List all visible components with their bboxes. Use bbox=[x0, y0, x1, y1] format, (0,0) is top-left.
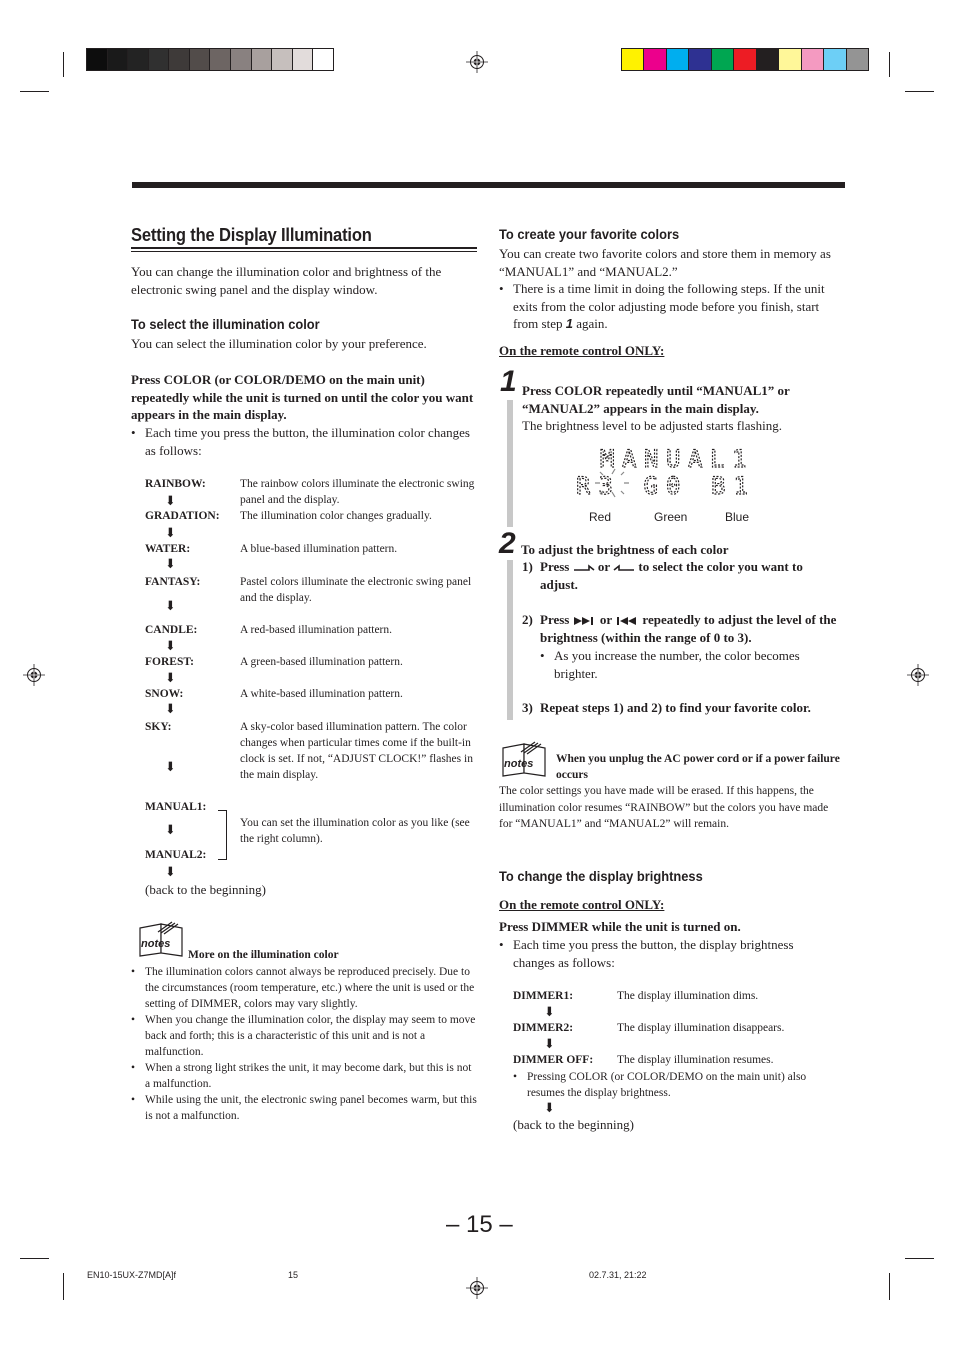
substep-1: 1) Press or to select the color you want to adjust. bbox=[522, 559, 803, 592]
dimmer-note-text: Pressing COLOR (or COLOR/DEMO on the main unit) also resumes the display brightness. bbox=[527, 1071, 807, 1099]
color-mode-description: The illumination color changes gradually. bbox=[240, 510, 432, 522]
top-rule bbox=[132, 182, 845, 188]
time-limit-text: There is a time limit in doing the following steps. If the unit exits from the color adjusting mode before you finish, start from step 1 again. bbox=[513, 281, 825, 331]
display-top-char: A bbox=[622, 445, 637, 473]
display-bottom-char: R bbox=[576, 472, 591, 500]
display-bottom-char: 1 bbox=[733, 472, 748, 500]
down-arrow-icon: ⬇ bbox=[165, 701, 176, 716]
select-color-text: You can select the illumination color by your preference. bbox=[131, 336, 427, 351]
dimmer-arrow-back: ⬇ bbox=[544, 1100, 555, 1115]
color-mode-description: A white-based illumination pattern. bbox=[240, 688, 403, 700]
color-mode-name: RAINBOW: bbox=[145, 478, 206, 490]
display-top-char: N bbox=[644, 445, 659, 473]
gray-swatch bbox=[312, 49, 333, 70]
dimmer-level-description: The display illumination resumes. bbox=[617, 1054, 774, 1066]
registration-mark-bottom bbox=[466, 1277, 488, 1299]
notes-list-left bbox=[131, 964, 477, 1124]
color-swatch bbox=[733, 49, 755, 70]
down-arrow-icon: ⬇ bbox=[165, 525, 176, 540]
gray-swatch bbox=[292, 49, 313, 70]
remote-only-label: On the remote control ONLY: bbox=[499, 343, 665, 358]
footer-page: 15 bbox=[288, 1270, 299, 1280]
color-swatch bbox=[643, 49, 665, 70]
color-mode-name: CANDLE: bbox=[145, 624, 198, 636]
down-arrow-icon: ⬇ bbox=[165, 638, 176, 653]
registration-mark-top bbox=[466, 51, 488, 73]
note-item-text: The illumination colors cannot always be reproduced precisely. Due to the circumstances (room temperature, etc.) where the unit is used or the setting of DIMMER, colors may vary slightly. bbox=[145, 966, 475, 1010]
note-item: • While using the unit, the electronic swing panel becomes warm, but this is not a malfunction. bbox=[131, 1094, 477, 1122]
footer-date: 02.7.31, 21:22 bbox=[589, 1270, 647, 1280]
color-swatch bbox=[756, 49, 778, 70]
page-number: – 15 – bbox=[446, 1211, 513, 1238]
gray-swatch bbox=[148, 49, 169, 70]
manual-bracket bbox=[218, 810, 227, 860]
notes-icon-label: notes bbox=[141, 938, 171, 950]
gray-swatch bbox=[107, 49, 128, 70]
color-mode-name: FOREST: bbox=[145, 656, 194, 668]
cursor-right-icon bbox=[573, 563, 595, 573]
substep-2-bullet-text: As you increase the number, the color becomes brighter. bbox=[554, 648, 800, 681]
color-mode-description: Pastel colors illuminate the electronic swing panel and the display. bbox=[240, 576, 472, 604]
intro-paragraph: You can change the illumination color and brightness of the electronic swing panel and the display window. bbox=[131, 264, 442, 297]
display-top-char: 1 bbox=[732, 445, 747, 473]
display-top-char: U bbox=[666, 445, 681, 473]
gray-swatch bbox=[230, 49, 251, 70]
substep-2-bullet: • As you increase the number, the color becomes brighter. bbox=[540, 647, 840, 682]
display-bottom-char: G bbox=[643, 472, 658, 500]
label-green: Green bbox=[654, 510, 688, 524]
display-bottom-char: B bbox=[711, 472, 726, 500]
dimmer-level-description: The display illumination disappears. bbox=[617, 1022, 785, 1034]
color-swatch bbox=[666, 49, 688, 70]
down-arrow-icon: ⬇ bbox=[165, 759, 176, 774]
footer-file: EN10-15UX-Z7MD[A]f bbox=[87, 1270, 177, 1280]
skip-forward-icon bbox=[573, 616, 597, 626]
press-color-bullet-text: Each time you press the button, the illumination color changes as follows: bbox=[145, 425, 470, 458]
dimmer-level-name: DIMMER2: bbox=[513, 1022, 574, 1034]
press-color-bullet: • Each time you press the button, the illumination color changes as follows: bbox=[131, 424, 476, 459]
manual-description: You can set the illumination color as you like (see the right column). bbox=[240, 817, 470, 845]
dimmer-level-name: DIMMER1: bbox=[513, 990, 574, 1002]
display-top-char: L bbox=[710, 445, 725, 473]
back-to-beginning-right: (back to the beginning) bbox=[513, 1117, 634, 1132]
note-item: • The illumination colors cannot always be reproduced precisely. Due to the circumstances (room temperature, etc.) where the unit is used or the setting of DIMMER, colors may vary slightly. bbox=[131, 964, 477, 1012]
dimmer-instruction: Press DIMMER while the unit is turned on. bbox=[499, 919, 741, 934]
notes-icon bbox=[136, 920, 186, 958]
time-limit-bullet: • There is a time limit in doing the following steps. If the unit exits from the color adjusting mode before you finish, start from step 1 again. bbox=[499, 280, 835, 333]
note-item-text: When a strong light strikes the unit, it may become dark, but this is not a malfunction. bbox=[145, 1062, 472, 1090]
notes-text-right: The color settings you have made will be erased. If this happens, the illumination color resumes “RAINBOW” but the colors you have made for “MANUAL1” and “MANUAL2” will remain. bbox=[499, 785, 829, 830]
section-title: Setting the Display Illumination bbox=[131, 225, 372, 245]
color-mode-name: FANTASY: bbox=[145, 576, 201, 588]
dimmer-bullet: • Each time you press the button, the display brightness changes as follows: bbox=[499, 936, 835, 971]
step-1-note: The brightness level to be adjusted starts flashing. bbox=[522, 418, 782, 433]
color-swatch bbox=[801, 49, 823, 70]
step-2-title: To adjust the brightness of each color bbox=[521, 542, 729, 557]
dimmer-level-description: The display illumination dims. bbox=[617, 990, 759, 1002]
gray-swatch bbox=[168, 49, 189, 70]
color-mode-name: SKY: bbox=[145, 721, 172, 733]
notes-icon-right-label: notes bbox=[504, 758, 534, 770]
main-display-illustration bbox=[572, 440, 762, 500]
back-to-beginning-left: (back to the beginning) bbox=[145, 882, 266, 897]
step-1-number: 1 bbox=[500, 365, 517, 398]
label-blue: Blue bbox=[725, 510, 750, 524]
dimmer-note: • Pressing COLOR (or COLOR/DEMO on the main unit) also resumes the display brightness. bbox=[513, 1069, 843, 1101]
note-item: • When a strong light strikes the unit, it may become dark, but this is not a malfunction. bbox=[131, 1060, 477, 1092]
label-red: Red bbox=[589, 510, 612, 524]
create-favorite-heading: To create your favorite colors bbox=[499, 226, 680, 242]
display-top-char: A bbox=[688, 445, 703, 473]
title-underline bbox=[131, 247, 477, 249]
down-arrow-icon: ⬇ bbox=[165, 822, 176, 837]
color-mode-name: GRADATION: bbox=[145, 510, 220, 522]
step-1-bar bbox=[507, 400, 513, 527]
step-2-bar bbox=[507, 560, 513, 720]
color-mode-description: The rainbow colors illuminate the electronic swing panel and the display. bbox=[240, 478, 475, 506]
note-item-text: When you change the illumination color, the display may seem to move back and forth; this is a characteristic of this unit and is not a malfunction. bbox=[145, 1014, 476, 1058]
gray-swatch bbox=[87, 49, 107, 70]
select-color-heading: To select the illumination color bbox=[131, 316, 320, 332]
color-mode-description: A green-based illumination pattern. bbox=[240, 656, 403, 668]
down-arrow-icon: ⬇ bbox=[165, 493, 176, 508]
display-bottom-char: 0 bbox=[666, 472, 681, 500]
color-mode-name: WATER: bbox=[145, 543, 191, 555]
color-swatch bbox=[688, 49, 710, 70]
down-arrow-icon: ⬇ bbox=[165, 670, 176, 685]
note-item-text: While using the unit, the electronic swing panel becomes warm, but this is not a malfunction. bbox=[145, 1094, 477, 1122]
color-swatch bbox=[711, 49, 733, 70]
down-arrow-icon: ⬇ bbox=[165, 864, 176, 879]
color-calibration-bar bbox=[621, 48, 869, 71]
gray-swatch bbox=[271, 49, 292, 70]
color-swatch bbox=[778, 49, 800, 70]
color-mode-description: A sky-color based illumination pattern. The color changes when particular times come if the built-in clock is set. If not, “ADJUST CLOCK!” flashes in the main display. bbox=[240, 721, 473, 781]
notes-icon-right bbox=[499, 740, 549, 778]
create-favorite-text: You can create two favorite colors and store them in memory as “MANUAL1” and “MANUAL2.” bbox=[499, 246, 831, 279]
notes-title-left: More on the illumination color bbox=[188, 949, 339, 961]
display-bottom-char: 3 bbox=[598, 472, 613, 500]
registration-mark-right bbox=[907, 664, 929, 686]
down-arrow-icon: ⬇ bbox=[544, 1004, 555, 1019]
color-swatch bbox=[823, 49, 845, 70]
gray-swatch bbox=[209, 49, 230, 70]
skip-back-icon bbox=[615, 616, 639, 626]
notes-title-right: When you unplug the AC power cord or if a power failure occurs bbox=[556, 753, 840, 781]
color-mode-description: A blue-based illumination pattern. bbox=[240, 543, 398, 555]
color-swatch bbox=[846, 49, 868, 70]
note-item: • When you change the illumination color, the display may seem to move back and forth; this is a characteristic of this unit and is not a malfunction. bbox=[131, 1014, 476, 1058]
dimmer-heading: To change the display brightness bbox=[499, 868, 703, 884]
dimmer-bullet-text: Each time you press the button, the display brightness changes as follows: bbox=[513, 937, 794, 970]
gray-swatch bbox=[127, 49, 148, 70]
dimmer-remote-only: On the remote control ONLY: bbox=[499, 897, 665, 912]
gray-swatch bbox=[189, 49, 210, 70]
color-mode-description: A red-based illumination pattern. bbox=[240, 624, 393, 636]
cursor-left-icon bbox=[613, 563, 635, 573]
step-1-instruction: Press COLOR repeatedly until “MANUAL1” or “MANUAL2” appears in the main display. bbox=[522, 383, 790, 416]
substep-2: 2) Press or repeatedly to adjust the level of the brightness (within the range of 0 to 3). bbox=[522, 612, 837, 645]
color-mode-name: SNOW: bbox=[145, 688, 184, 700]
down-arrow-icon: ⬇ bbox=[165, 556, 176, 571]
gray-swatch bbox=[251, 49, 272, 70]
color-mode-name: MANUAL2: bbox=[145, 849, 207, 861]
step-2-number: 2 bbox=[499, 527, 516, 560]
press-color-instruction: Press COLOR (or COLOR/DEMO on the main unit) repeatedly while the unit is turned on until the color you want appears in the main display. bbox=[131, 372, 474, 422]
display-top-char: M bbox=[600, 445, 615, 473]
dimmer-level-name: DIMMER OFF: bbox=[513, 1054, 594, 1066]
title-underline-thin bbox=[131, 251, 477, 252]
grayscale-color-bar bbox=[86, 48, 334, 71]
registration-mark-left bbox=[23, 664, 45, 686]
color-mode-name: MANUAL1: bbox=[145, 801, 207, 813]
color-swatch bbox=[622, 49, 643, 70]
substep-3: 3) Repeat steps 1) and 2) to find your favorite color. bbox=[522, 700, 811, 715]
down-arrow-icon: ⬇ bbox=[165, 598, 176, 613]
down-arrow-icon: ⬇ bbox=[544, 1036, 555, 1051]
